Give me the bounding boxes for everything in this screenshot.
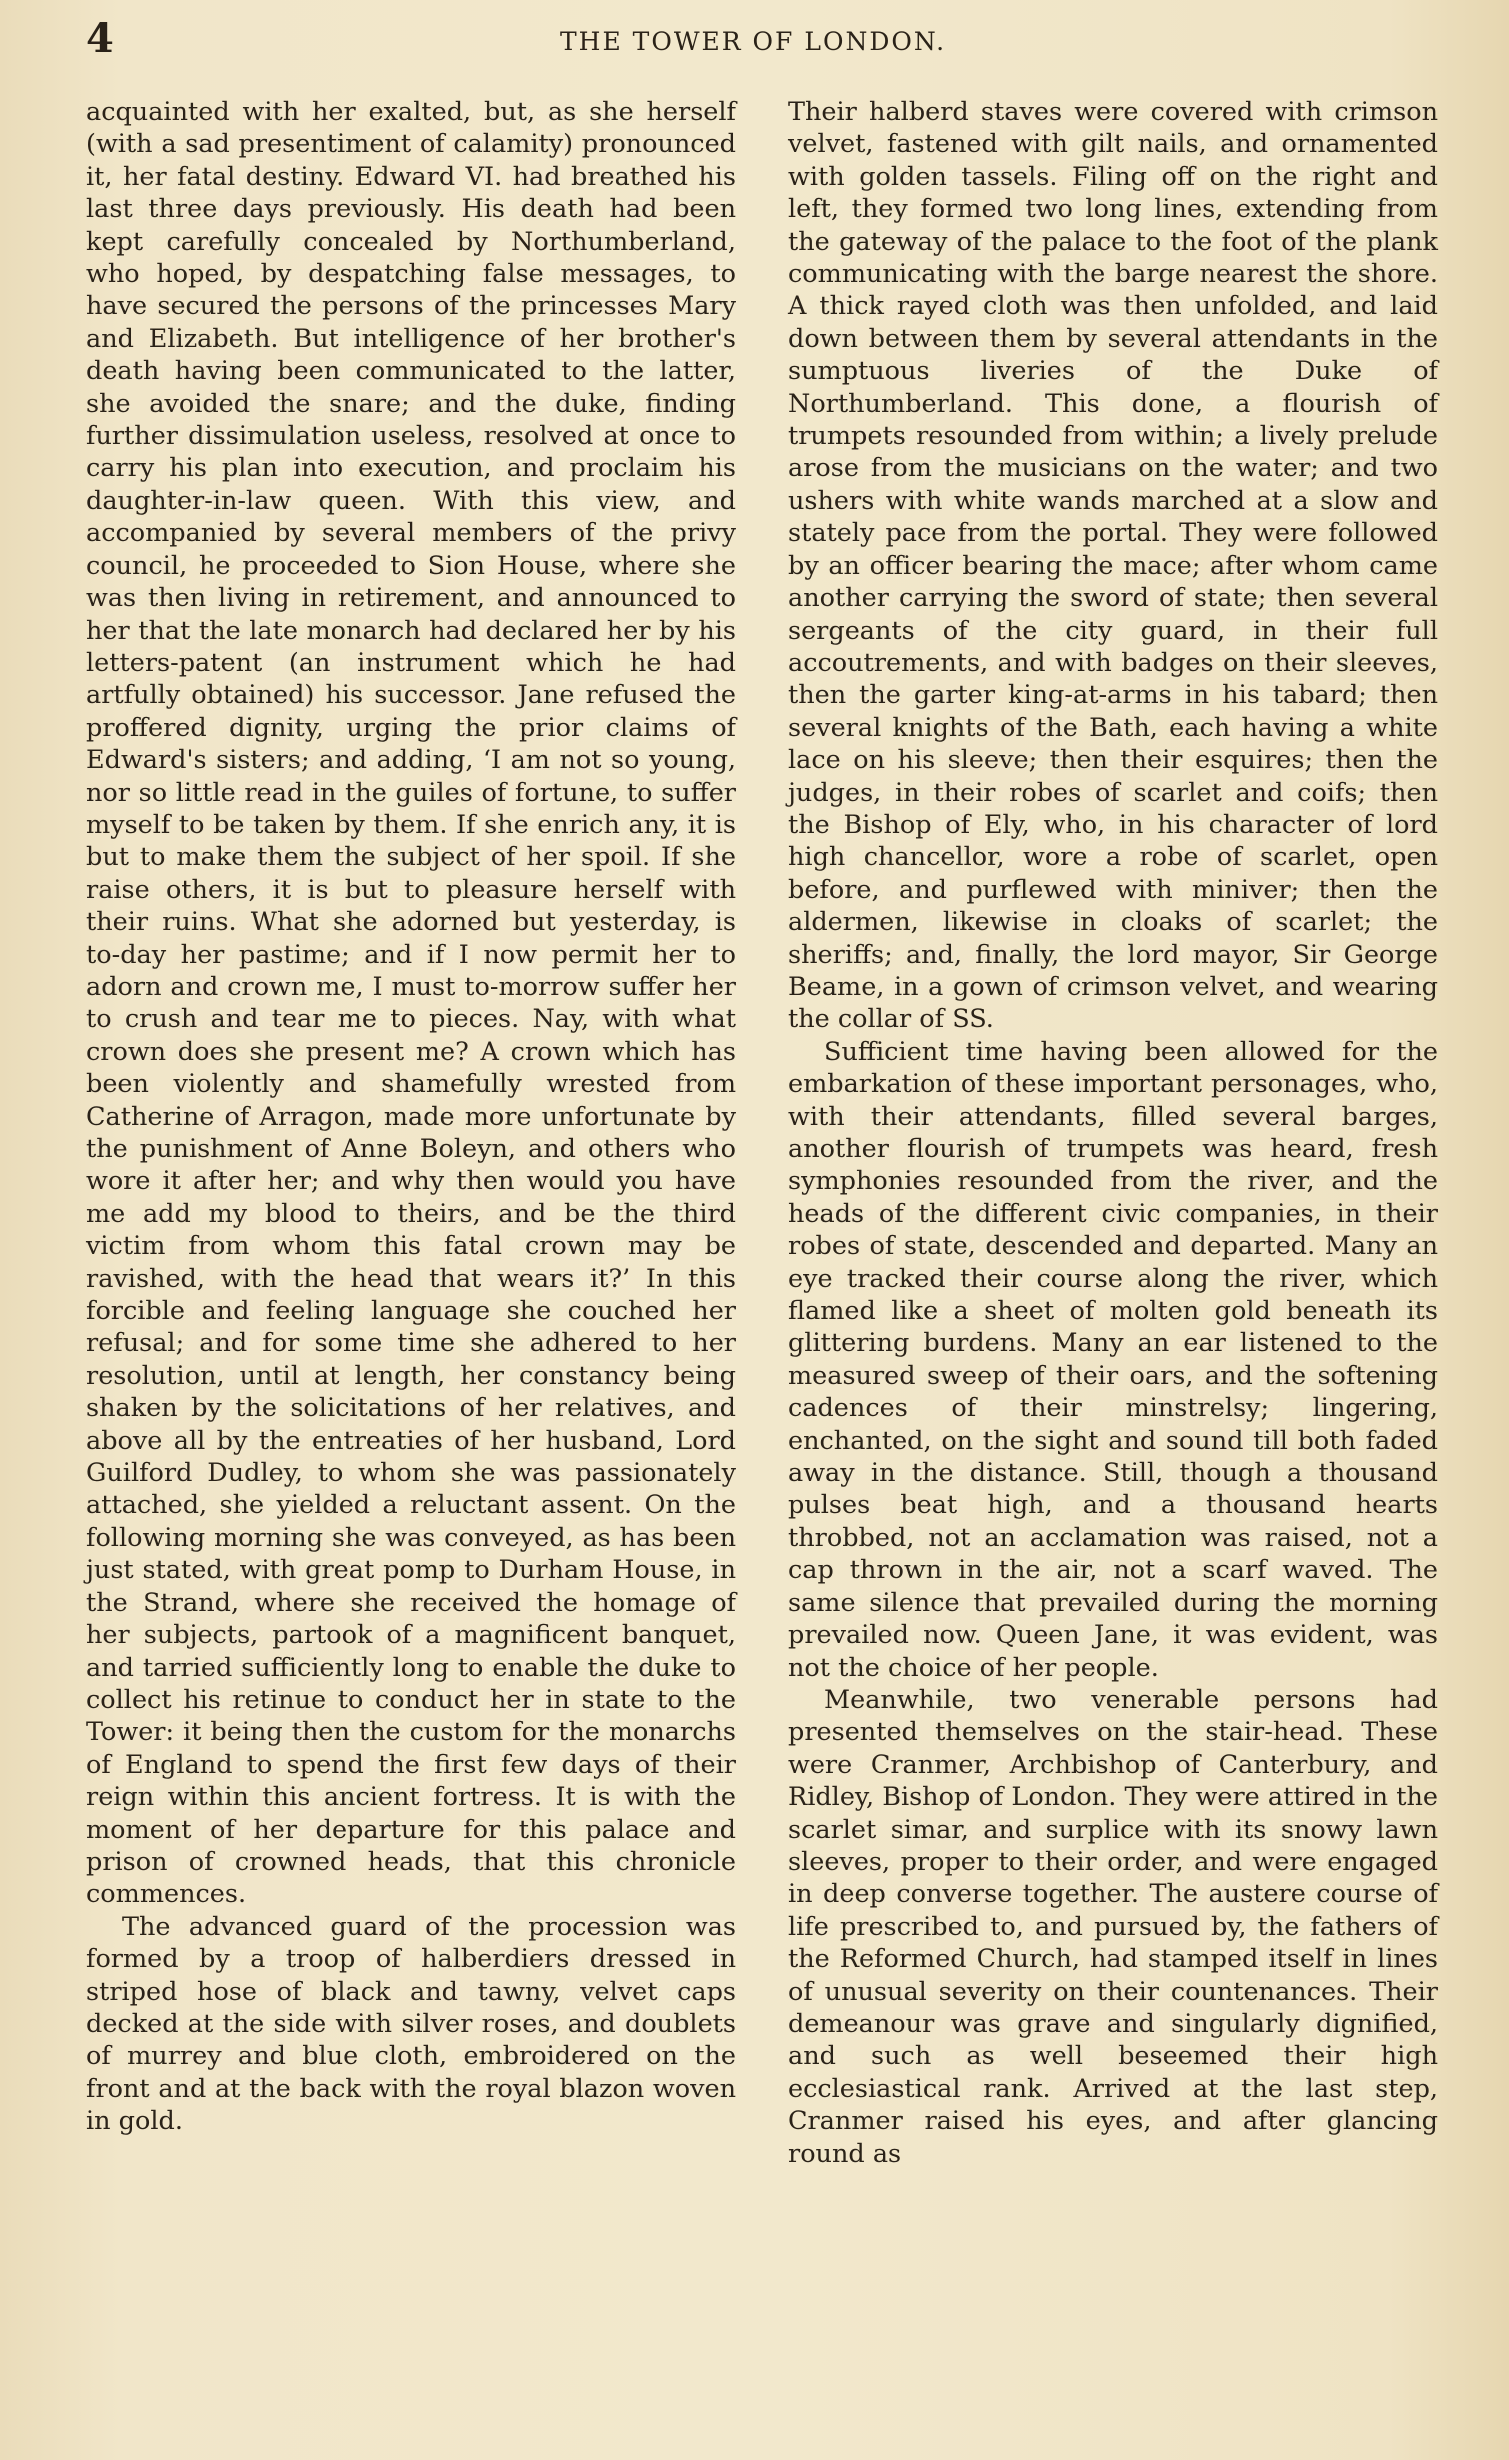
- right-column: [788, 96, 1438, 2170]
- page-header: [0, 14, 1509, 64]
- running-title: THE TOWER OF LONDON.: [560, 27, 947, 56]
- paragraph: acquainted with her exalted, but, as she herself (with a sad presentiment of calamity) pronounced it, her fatal destiny. Edward VI. had breathed his last three days previously. His death had been kept carefully concealed by Northumberland, who hoped, by despatching false messages, to have secured the persons of the princesses Mary and Elizabeth. But intelligence of her brother's death having been communicated to the latter, she avoided the snare; and the duke, finding further dissimulation useless, resolved at once to carry his plan into execution, and proclaim his daughter-in-law queen. With this view, and accompanied by several members of the privy council, he proceeded to Sion House, where she was then living in retirement, and announced to her that the late monarch had declared her by his letters-patent (an instrument which he had artfully obtained) his successor. Jane refused the proffered dignity, urging the prior claims of Edward's sisters; and adding, ‘I am not so young, nor so little read in the guiles of fortune, to suffer myself to be taken by them. If she enrich any, it is but to make them the subject of her spoil. If she raise others, it is but to pleasure herself with their ruins. What she adorned but yesterday, is to-day her pastime; and if I now permit her to adorn and crown me, I must to-morrow suffer her to crush and tear me to pieces. Nay, with what crown does she present me? A crown which has been violently and shamefully wrested from Catherine of Arragon, made more unfortunate by the punishment of Anne Boleyn, and others who wore it after her; and why then would you have me add my blood to theirs, and be the third victim from whom this fatal crown may be ravished, with the head that wears it?’ In this forcible and feeling language she couched her refusal; and for some time she adhered to her resolution, until at length, her constancy being shaken by the solicitations of her relatives, and above all by the entreaties of her husband, Lord Guilford Dudley, to whom she was passionately attached, she yielded a reluctant assent. On the following morning she was conveyed, as has been just stated, with great pomp to Durham House, in the Strand, where she received the homage of her subjects, partook of a magnificent banquet, and tarried sufficiently long to enable the duke to collect his retinue to conduct her in state to the Tower: it being then the custom for the monarchs of England to spend the first few days of their reign within this ancient fortress. It is with the moment of her departure for this palace and prison of crowned heads, that this chronicle commences.: [86, 97, 736, 1910]
- paragraph: The advanced guard of the procession was formed by a troop of halberdiers dressed in striped hose of black and tawny, velvet caps decked at the side with silver roses, and doublets of murrey and blue cloth, embroidered on the front and at the back with the royal blazon woven in gold.: [86, 1911, 736, 2137]
- paragraph: Their halberd staves were covered with crimson velvet, fastened with gilt nails, and ornamented with golden tassels. Filing off on the right and left, they formed two long lines, extending from the gateway of the palace to the foot of the plank communicating with the barge nearest the shore. A thick rayed cloth was then unfolded, and laid down between them by several attendants in the sumptuous liveries of the Duke of Northumberland. This done, a flourish of trumpets resounded from within; a lively prelude arose from the musicians on the water; and two ushers with white wands marched at a slow and stately pace from the portal. They were followed by an officer bearing the mace; after whom came another carrying the sword of state; then several sergeants of the city guard, in their full accoutrements, and with badges on their sleeves, then the garter king-at-arms in his tabard; then several knights of the Bath, each having a white lace on his sleeve; then their esquires; then the judges, in their robes of scarlet and coifs; then the Bishop of Ely, who, in his character of lord high chancellor, wore a robe of scarlet, open before, and purflewed with miniver; then the aldermen, likewise in cloaks of scarlet; the sheriffs; and, finally, the lord mayor, Sir George Beame, in a gown of crimson velvet, and wearing the collar of SS.: [788, 97, 1438, 1035]
- paragraph: Sufficient time having been allowed for the embarkation of these important personages, who, with their attendants, filled several barges, another flourish of trumpets was heard, fresh symphonies resounded from the river, and the heads of the different civic companies, in their robes of state, descended and departed. Many an eye tracked their course along the river, which flamed like a sheet of molten gold beneath its glittering burdens. Many an ear listened to the measured sweep of their oars, and the softening cadences of their minstrelsy; lingering, enchanted, on the sight and sound till both faded away in the distance. Still, though a thousand pulses beat high, and a thousand hearts throbbed, not an acclamation was raised, not a cap thrown in the air, not a scarf waved. The same silence that prevailed during the morning prevailed now. Queen Jane, it was evident, was not the choice of her people.: [788, 1036, 1438, 1683]
- page-number: 4: [86, 15, 114, 62]
- paragraph: Meanwhile, two venerable persons had presented themselves on the stair-head. These were Cranmer, Archbishop of Canterbury, and Ridley, Bishop of London. They were attired in the scarlet simar, and surplice with its snowy lawn sleeves, proper to their order, and were engaged in deep converse together. The austere course of life prescribed to, and pursued by, the fathers of the Reformed Church, had stamped itself in lines of unusual severity on their countenances. Their demeanour was grave and singularly dignified, and such as well beseemed their high ecclesiastical rank. Arrived at the last step, Cranmer raised his eyes, and after glancing round as: [788, 1684, 1438, 2169]
- left-column: [86, 96, 736, 2138]
